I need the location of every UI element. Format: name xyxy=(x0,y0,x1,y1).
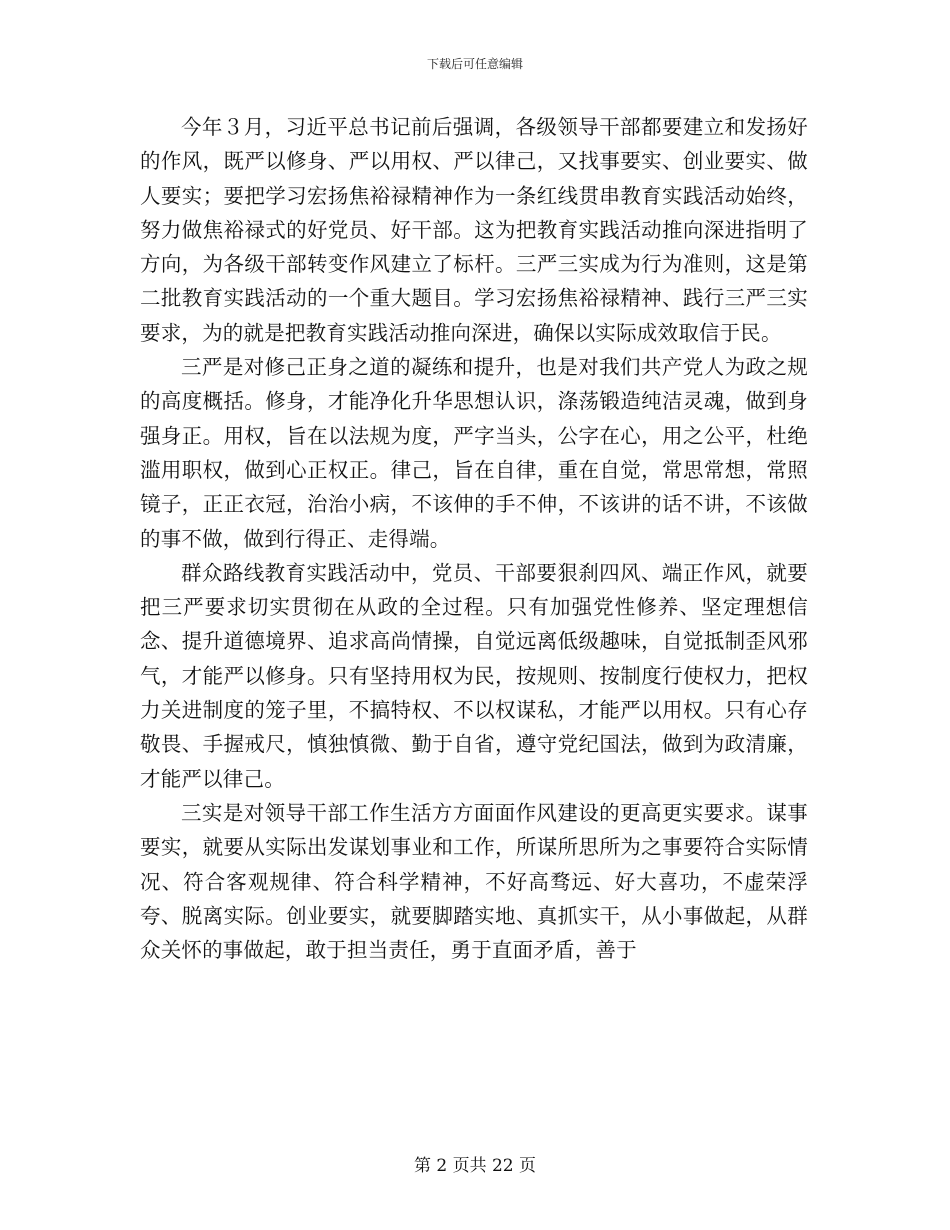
page-header: 下载后可任意编辑 xyxy=(426,57,523,71)
paragraph-3: 群众路线教育实践活动中，党员、干部要狠刹四风、端正作风，就要把三严要求切实贯彻在从政的全过程。只有加强党性修养、坚定理想信念、提升道德境界、追求高尚情操，自觉远离低级趣味，自觉抵制歪风邪气，才能严以修身。只有坚持用权为民，按规则、按制度行使权力，把权力关进制度的笼子里，不搞特权、不以权谋私，才能严以用权。只有心存敬畏、手握戒尺，慎独慎微、勤于自省，遵守党纪国法，做到为政清廉，才能严以律己。 xyxy=(140,560,808,791)
paragraph-1: 今年３月，习近平总书记前后强调，各级领导干部都要建立和发扬好的作风，既严以修身、严以用权、严以律己，又找事要实、创业要实、做人要实；要把学习宏扬焦裕禄精神作为一条红线贯串教育实践活动始终，努力做焦裕禄式的好党员、好干部。这为把教育实践活动推向深进指明了方向，为各级干部转变作风建立了标杆。三严三实成为行为准则，这是第二批教育实践活动的一个重大题目。学习宏扬焦裕禄精神、践行三严三实要求，为的就是把教育实践活动推向深进，确保以实际成效取信于民。 xyxy=(140,115,808,345)
document-body xyxy=(140,110,808,967)
paragraph-4: 三实是对领导干部工作生活方方面面作风建设的更高更实要求。谋事要实，就要从实际出发谋划事业和工作，所谋所思所为之事要符合实际情况、符合客观规律、符合科学精神，不好高骛远、好大喜功，不虚荣浮夸、脱离实际。创业要实，就要脚踏实地、真抓实干，从小事做起，从群众关怀的事做起，敢于担当责任，勇于直面矛盾，善于 xyxy=(140,800,808,963)
paragraph-2: 三严是对修己正身之道的凝练和提升，也是对我们共产党人为政之规的高度概括。修身，才能净化升华思想认识，涤荡锻造纯洁灵魂，做到身强身正。用权，旨在以法规为度，严字当头，公字在心，用之公平，杜绝滥用职权，做到心正权正。律己，旨在自律，重在自觉，常思常想，常照镜子，正正衣冠，治治小病，不该伸的手不伸，不该讲的话不讲，不该做的事不做，做到行得正、走得端。 xyxy=(140,355,808,551)
page-number-footer: 第 2 页共 22 页 xyxy=(413,1156,537,1176)
